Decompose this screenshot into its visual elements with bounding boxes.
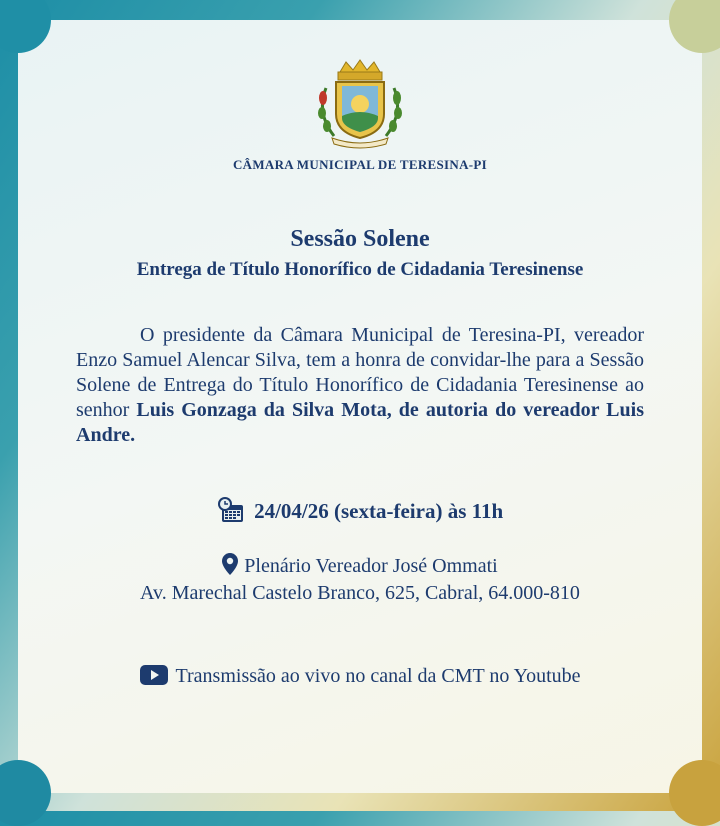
event-title: Sessão Solene [290, 226, 430, 252]
corner-notch [669, 760, 720, 826]
invitation-text: O presidente da Câmara Municipal de Teresina-PI, vereador Enzo Samuel Alencar Silva, tem a honra de convidar-lhe para a Sessão Solene de Entrega do Título Honorífico de Cidadania Teresinense ao senhor [76, 324, 644, 421]
calendar-clock-icon [217, 499, 254, 523]
invitation-paragraph [76, 323, 644, 448]
venue-name: Plenário Vereador José Ommati [244, 555, 498, 577]
event-subtitle: Entrega de Título Honorífico de Cidadania Teresinense [136, 259, 584, 280]
broadcast-text: Transmissão ao vivo no canal da CMT no Youtube [175, 665, 581, 687]
corner-notch [0, 0, 51, 53]
organization-name: CÂMARA MUNICIPAL DE TERESINA-PI [232, 157, 488, 172]
map-pin-icon [222, 555, 244, 577]
event-location [0, 553, 720, 607]
coat-of-arms-icon [312, 58, 408, 150]
corner-notch [0, 760, 51, 826]
event-date [0, 497, 720, 524]
venue-address: Av. Marechal Castelo Branco, 625, Cabral, 64.000-810 [140, 582, 580, 604]
youtube-icon [140, 665, 176, 687]
venue-line [0, 553, 720, 580]
corner-notch [669, 0, 720, 53]
honoree-text: Luis Gonzaga da Silva Mota, de autoria do vereador Luis Andre. [76, 399, 644, 446]
broadcast-info [0, 665, 720, 688]
event-date-text: 24/04/26 (sexta-feira) às 11h [254, 499, 504, 523]
